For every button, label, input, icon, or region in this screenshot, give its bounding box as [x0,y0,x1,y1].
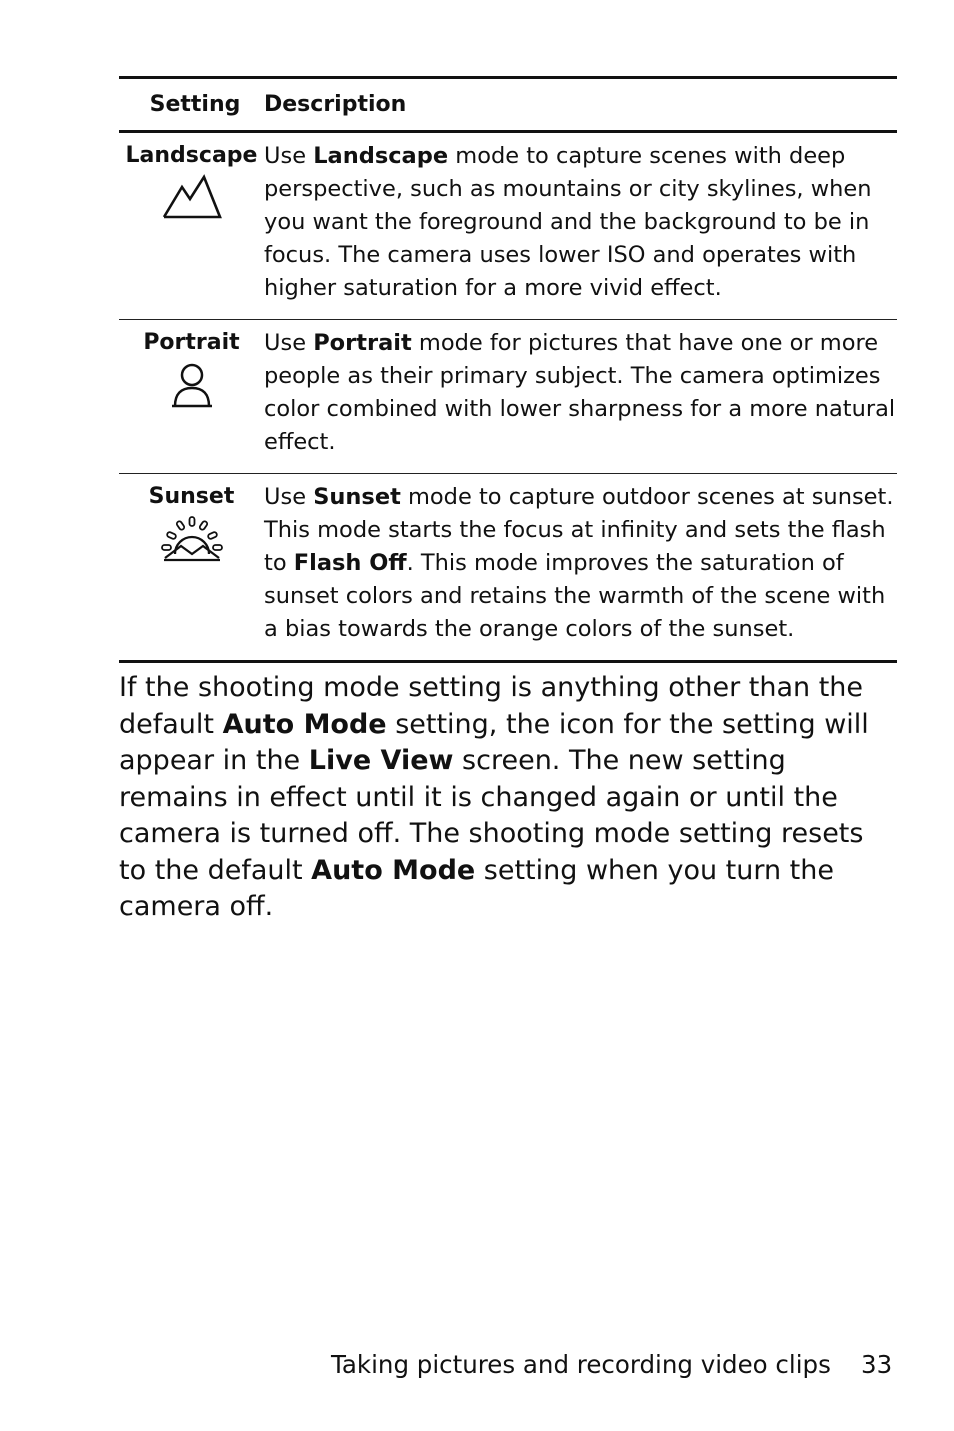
sunset-sun-icon [161,514,223,564]
setting-cell [119,133,264,319]
setting-cell [119,474,264,660]
table-header [119,79,897,133]
page-number: 33 [861,1350,893,1379]
body-paragraph [119,670,899,926]
desc-text: . This mode improves the saturation of sunset colors and retains the warmth of the scene with a bias towards the orange colors of the sunset. [264,550,886,642]
table-row-portrait [119,320,897,474]
table-row-landscape [119,133,897,320]
description-cell [264,320,897,473]
table-row-sunset [119,474,897,660]
paragraph-bold: Auto Mode [311,854,476,886]
header-description: Description [264,92,407,117]
paragraph-text: setting, the icon for the setting will appear in the [119,708,869,776]
desc-bold: Flash Off [293,550,407,576]
desc-text: mode to capture outdoor scenes at sunset. This mode starts the focus at infinity and sets the flash to [264,484,894,576]
paragraph-bold: Auto Mode [222,708,387,740]
paragraph-bold: Live View [308,745,454,776]
desc-text: mode for pictures that have one or more people as their primary subject. The camera optimizes color combined with lower sharpness for a more natural effect. [264,330,896,455]
description-cell [264,133,897,319]
desc-bold: Sunset [313,484,401,510]
landscape-mountain-icon [160,173,224,223]
settings-table [119,76,897,663]
setting-name: Portrait [143,330,240,355]
desc-text: Use [264,484,314,510]
setting-name: Sunset [148,484,235,509]
paragraph-text: setting when you turn the camera off. [119,854,834,922]
desc-text: mode to capture scenes with deep perspective, such as mountains or city skylines, when you want the foreground and the background to be in focus. The camera uses lower ISO and operates with higher saturation for a more vivid effect. [264,143,872,301]
paragraph-text: screen. The new setting remains in effect until it is changed again or until the camera is turned off. The shooting mode setting resets to the default [119,745,864,886]
footer-title: Taking pictures and recording video clips [331,1350,831,1379]
portrait-person-icon [167,360,217,412]
desc-text: Use [264,143,314,169]
setting-cell [119,320,264,473]
paragraph-text: If the shooting mode setting is anything other than the default [119,672,864,740]
desc-text: Use [264,330,314,356]
header-setting: Setting [149,92,241,117]
desc-bold: Portrait [313,330,412,356]
setting-name: Landscape [125,143,258,168]
desc-bold: Landscape [313,143,449,169]
description-cell [264,474,897,660]
